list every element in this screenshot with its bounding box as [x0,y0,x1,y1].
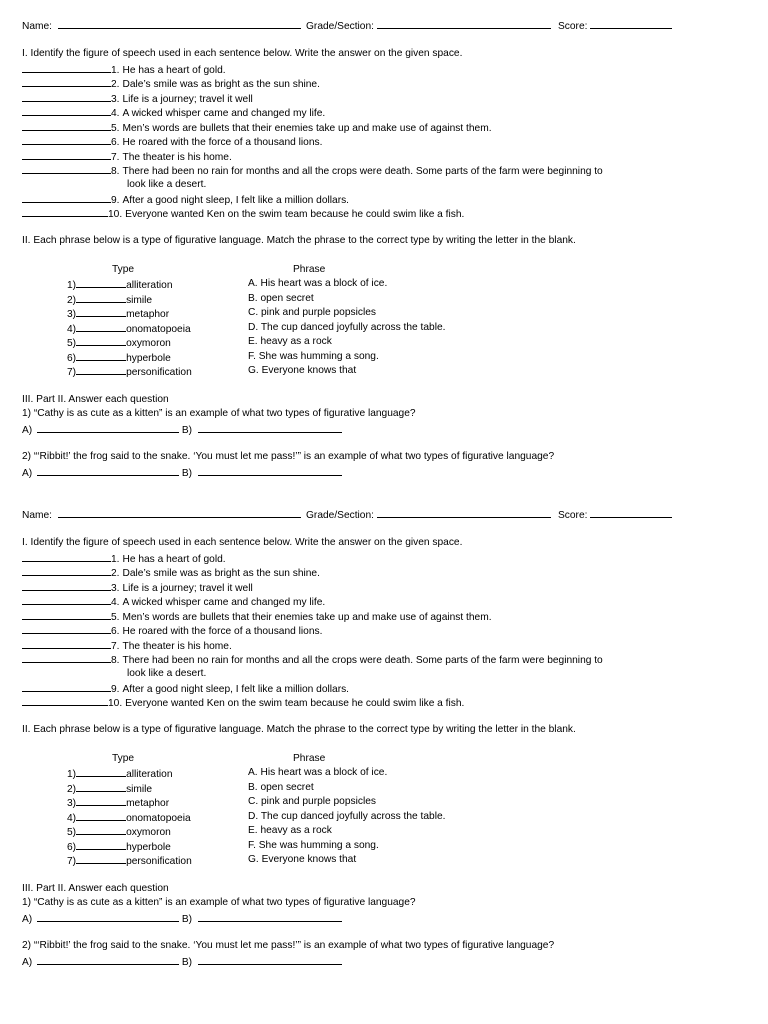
phrase-option: B. open secret [248,292,314,304]
answer-blank[interactable] [22,163,111,174]
part1-item [22,551,226,566]
item-text: After a good night sleep, I felt like a million dollars. [122,195,350,206]
answer-a-field[interactable] [37,422,179,433]
answer-b-field[interactable] [198,422,342,433]
item-number: 5. [111,123,120,134]
match-blank[interactable] [76,824,126,835]
part1-item [22,580,253,595]
question-1-answers: A) B) [22,911,342,926]
match-blank[interactable] [76,781,126,792]
match-number: 6) [67,841,77,853]
type-label: personification [126,367,192,378]
item-text: Men’s words are bullets that their enemies take up and make use of against them. [122,123,492,134]
phrase-option: A. His heart was a block of ice. [248,767,388,778]
type-label: oxymoron [126,827,171,838]
answer-a-field[interactable] [37,465,179,476]
answer-blank[interactable] [22,638,111,649]
type-label: personification [126,856,192,867]
item-text: He has a heart of gold. [122,65,226,76]
match-number: 5) [67,827,77,838]
part2-instruction: II. Each phrase below is a type of figurative language. Match the phrase to the correct type by writing the letter in the blank. [22,235,576,246]
part1-item [22,623,322,638]
item-text: He roared with the force of a thousand lions. [122,137,323,148]
answer-blank[interactable] [22,91,111,102]
item-text: He has a heart of gold. [122,554,226,565]
question-2: 2) “‘Ribbit!’ the frog said to the snake. ‘You must let me pass!’” is an example of what two types of figurative language? [22,451,555,462]
phrase-option: B. open secret [248,781,314,793]
item-text: There had been no rain for months and all the crops were death. Some parts of the farm were beginning to [122,166,603,177]
item-number: 6. [111,137,120,148]
item-number: 4. [111,597,120,608]
phrase-header: Phrase [293,753,326,764]
item-number: 10. [108,698,123,709]
answer-b-field[interactable] [198,465,342,476]
phrase-option: E. heavy as a rock [248,825,332,836]
type-label: alliteration [126,280,173,291]
match-blank[interactable] [76,335,126,346]
answer-blank[interactable] [22,206,108,217]
part1-item [22,192,349,207]
item-text: Everyone wanted Ken on the swim team because he could swim like a fish. [125,698,465,709]
name-field[interactable] [58,18,301,29]
answer-a-field[interactable] [37,911,179,922]
answer-b-field[interactable] [198,954,342,965]
name-line: Name: [22,507,301,522]
match-row [67,306,169,321]
item-text: Men’s words are bullets that their enemies take up and make use of against them. [122,612,492,623]
item-number: 9. [111,684,120,695]
item-number: 8. [111,655,120,666]
match-number: 3) [67,309,77,320]
match-blank[interactable] [76,853,126,864]
answer-blank[interactable] [22,609,111,620]
item-number: 2. [111,568,120,579]
phrase-option: A. His heart was a block of ice. [248,278,388,289]
item-number: 1. [111,554,120,565]
grade-line: Grade/Section: [306,507,551,522]
item-number: 10. [108,209,123,220]
item-text: There had been no rain for months and all the crops were death. Some parts of the farm were beginning to [122,655,603,666]
item-text: Dale’s smile was as bright as the sun shine. [122,79,320,90]
phrase-option: C. pink and purple popsicles [248,307,376,318]
part1-item [22,91,253,106]
type-label: hyperbole [126,352,171,364]
part1-item [22,609,492,624]
item-text: After a good night sleep, I felt like a million dollars. [122,684,350,695]
answer-blank[interactable] [22,120,111,131]
match-row [67,364,192,379]
answer-blank[interactable] [22,652,111,663]
phrase-option: C. pink and purple popsicles [248,796,376,807]
match-blank[interactable] [76,795,126,806]
item-text-continued: look like a desert. [127,668,207,679]
question-1: 1) “Cathy is as cute as a kitten” is an example of what two types of figurative language? [22,408,416,419]
phrase-option: F. She was humming a song. [248,350,379,362]
score-field[interactable] [590,18,672,29]
part3-title: III. Part II. Answer each question [22,883,169,894]
answer-blank[interactable] [22,623,111,634]
item-number: 1. [111,65,120,76]
answer-blank[interactable] [22,105,111,116]
part1-item [22,62,226,77]
item-number: 9. [111,195,120,206]
match-row [67,292,152,307]
match-row [67,795,169,810]
match-blank[interactable] [76,766,126,777]
item-text: Life is a journey; travel it well [122,583,253,594]
item-number: 8. [111,166,120,177]
part1-item [22,134,322,149]
type-label: hyperbole [126,841,171,853]
score-field[interactable] [590,507,672,518]
match-row [67,810,191,825]
answer-blank[interactable] [22,681,111,692]
match-number: 1) [67,769,77,780]
part1-item [22,76,320,91]
phrase-option: G. Everyone knows that [248,854,357,865]
match-row [67,350,171,365]
item-text-continued: look like a desert. [127,179,207,190]
name-field[interactable] [58,507,301,518]
part1-instruction: I. Identify the figure of speech used in each sentence below. Write the answer on the given space. [22,537,463,548]
phrase-option: E. heavy as a rock [248,336,332,347]
item-text: He roared with the force of a thousand lions. [122,626,323,637]
match-number: 2) [67,783,77,795]
type-label: oxymoron [126,338,171,349]
match-number: 2) [67,294,77,306]
type-header: Type [112,753,135,764]
question-2: 2) “‘Ribbit!’ the frog said to the snake. ‘You must let me pass!’” is an example of what two types of figurative language? [22,940,555,951]
match-row [67,766,173,781]
item-text: Everyone wanted Ken on the swim team because he could swim like a fish. [125,209,465,220]
item-number: 7. [111,641,120,652]
part1-instruction: I. Identify the figure of speech used in each sentence below. Write the answer on the given space. [22,48,463,59]
part1-item [22,206,464,221]
item-number: 2. [111,79,120,90]
type-label: metaphor [126,798,170,809]
answer-blank[interactable] [22,62,111,73]
match-blank[interactable] [76,321,126,332]
question-1-answers: A) B) [22,422,342,437]
name-line: Name: [22,18,301,33]
part1-item [22,695,464,710]
match-blank[interactable] [76,277,126,288]
answer-b-field[interactable] [198,911,342,922]
match-row [67,321,191,336]
grade-field[interactable] [377,18,551,29]
type-label: simile [126,294,153,306]
type-label: onomatopoeia [126,323,191,335]
score-line: Score: [558,507,672,522]
question-2-answers: A) B) [22,465,342,480]
match-number: 4) [67,812,77,824]
type-header: Type [112,264,135,275]
answer-blank[interactable] [22,580,111,591]
type-label: alliteration [126,769,173,780]
part2-instruction: II. Each phrase below is a type of figurative language. Match the phrase to the correct type by writing the letter in the blank. [22,724,576,735]
match-row [67,335,171,350]
type-label: simile [126,783,153,795]
type-label: onomatopoeia [126,812,191,824]
match-number: 5) [67,338,77,349]
match-blank[interactable] [76,350,126,361]
part1-item [22,652,603,667]
match-number: 1) [67,280,77,291]
item-number: 5. [111,612,120,623]
match-row [67,824,171,839]
item-text: A wicked whisper came and changed my life. [122,597,326,608]
answer-blank[interactable] [22,149,111,160]
match-blank[interactable] [76,839,126,850]
answer-blank[interactable] [22,192,111,203]
part1-item [22,163,603,178]
answer-blank[interactable] [22,695,108,706]
match-blank[interactable] [76,364,126,375]
item-number: 7. [111,152,120,163]
part1-item [22,638,232,653]
match-blank[interactable] [76,306,126,317]
item-text: A wicked whisper came and changed my life. [122,108,326,119]
part1-item [22,120,492,135]
answer-a-field[interactable] [37,954,179,965]
item-number: 6. [111,626,120,637]
answer-blank[interactable] [22,551,111,562]
item-number: 4. [111,108,120,119]
part1-item [22,105,325,120]
answer-blank[interactable] [22,134,111,145]
part1-item [22,594,325,609]
part1-item [22,681,349,696]
phrase-option: D. The cup danced joyfully across the table. [248,810,446,822]
match-blank[interactable] [76,810,126,821]
match-number: 3) [67,798,77,809]
score-line: Score: [558,18,672,33]
item-text: The theater is his home. [122,152,232,163]
part3-title: III. Part II. Answer each question [22,394,169,405]
match-row [67,853,192,868]
question-1: 1) “Cathy is as cute as a kitten” is an example of what two types of figurative language? [22,897,416,908]
phrase-option: F. She was humming a song. [248,839,379,851]
match-number: 6) [67,352,77,364]
item-number: 3. [111,583,120,594]
match-row [67,781,152,796]
part1-item [22,149,232,164]
phrase-option: G. Everyone knows that [248,365,357,376]
item-text: Dale’s smile was as bright as the sun shine. [122,568,320,579]
part1-item [22,565,320,580]
item-number: 3. [111,94,120,105]
grade-line: Grade/Section: [306,18,551,33]
match-row [67,839,171,854]
question-2-answers: A) B) [22,954,342,969]
answer-blank[interactable] [22,76,111,87]
grade-field[interactable] [377,507,551,518]
answer-blank[interactable] [22,594,111,605]
match-row [67,277,173,292]
match-number: 7) [67,856,77,867]
answer-blank[interactable] [22,565,111,576]
item-text: Life is a journey; travel it well [122,94,253,105]
match-blank[interactable] [76,292,126,303]
phrase-header: Phrase [293,264,326,275]
phrase-option: D. The cup danced joyfully across the table. [248,321,446,333]
item-text: The theater is his home. [122,641,232,652]
match-number: 4) [67,323,77,335]
type-label: metaphor [126,309,170,320]
match-number: 7) [67,367,77,378]
